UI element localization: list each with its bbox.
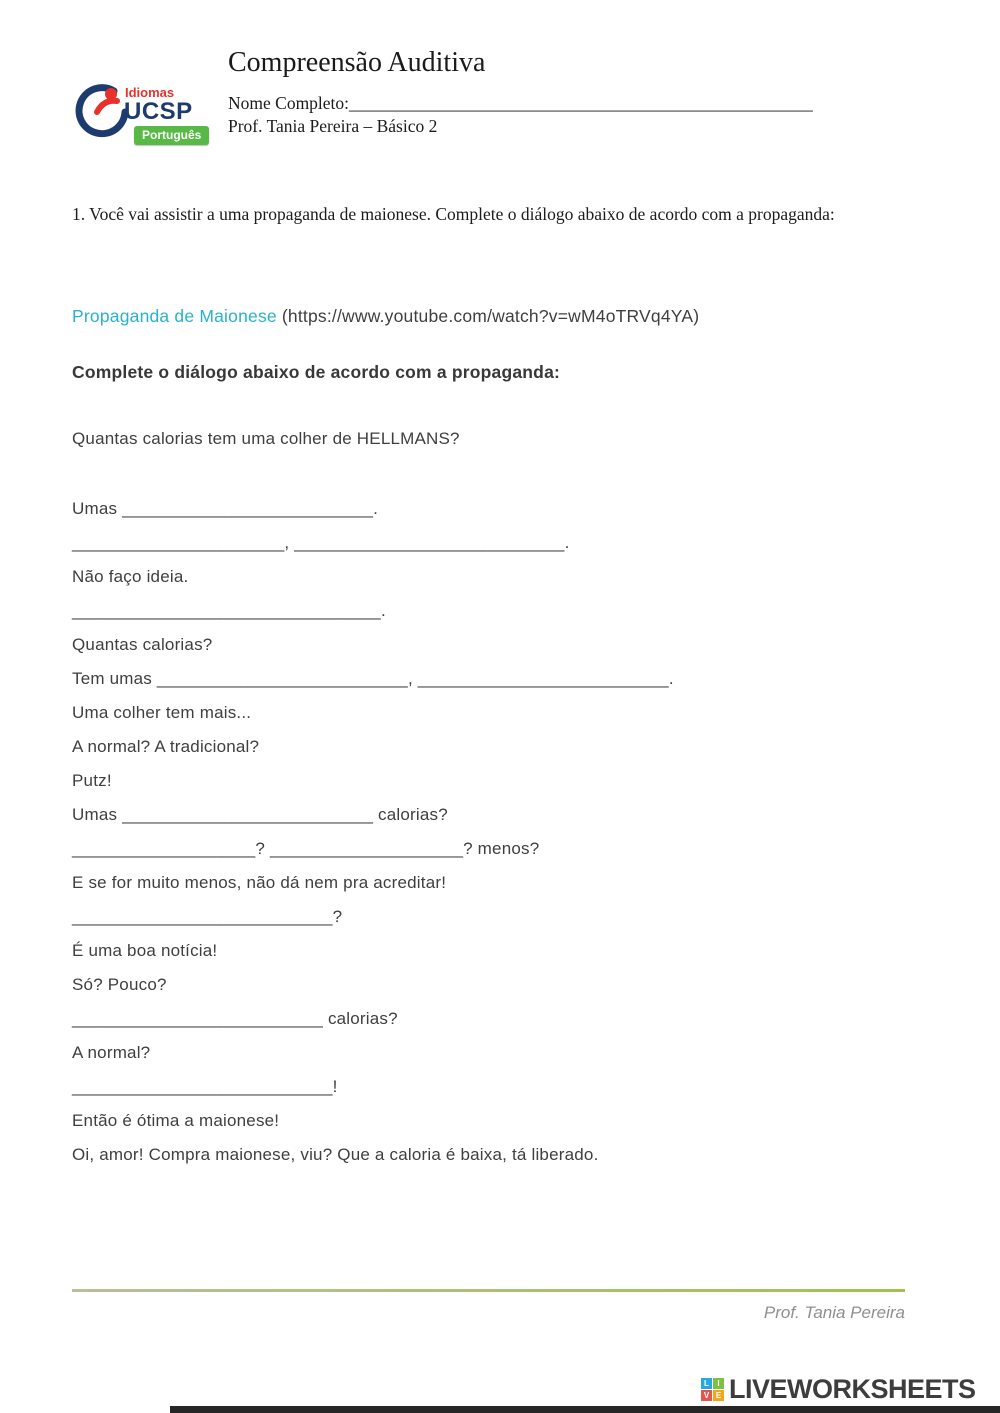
dialog-line: E se for muito menos, não dá nem pra acreditar! bbox=[72, 873, 447, 892]
dialog-line: É uma boa notícia! bbox=[72, 941, 218, 960]
dialog-line: ___________________? ____________________? menos? bbox=[72, 839, 540, 858]
dialog-line: __________________________ calorias? bbox=[72, 1009, 398, 1028]
brand-square-l: L bbox=[701, 1378, 712, 1389]
liveworksheets-wordmark: LIVEWORKSHEETS bbox=[729, 1374, 976, 1404]
dialog-line: Não faço ideia. bbox=[72, 567, 189, 586]
dialog-line: ___________________________? bbox=[72, 907, 343, 926]
footer-divider bbox=[72, 1289, 905, 1292]
student-name-blank: Nome Completo:_____________________________________________________ bbox=[228, 93, 813, 113]
dialog-line: Quantas calorias? bbox=[72, 635, 213, 654]
dialog-line: ______________________, ____________________________. bbox=[72, 533, 570, 552]
dialog-line: Umas __________________________. bbox=[72, 499, 379, 518]
teacher-signature: Prof. Tania Pereira bbox=[763, 1303, 905, 1322]
dialog-line: Então é ótima a maionese! bbox=[72, 1111, 280, 1130]
dialog-line: A normal? bbox=[72, 1043, 151, 1062]
dialog-line: Putz! bbox=[72, 771, 112, 790]
dialog-line: Umas __________________________ calorias? bbox=[72, 805, 448, 824]
teacher-course-line: Prof. Tania Pereira – Básico 2 bbox=[228, 116, 438, 136]
dialog-subheading: Complete o diálogo abaixo de acordo com a propaganda: bbox=[72, 362, 561, 382]
dialog-question: Quantas calorias tem uma colher de HELLMANS? bbox=[72, 429, 460, 448]
dialog-line: Tem umas __________________________, __________________________. bbox=[72, 669, 674, 688]
brand-square-e: E bbox=[713, 1390, 724, 1401]
dialog-line: Oi, amor! Compra maionese, viu? Que a caloria é baixa, tá liberado. bbox=[72, 1145, 599, 1164]
liveworksheets-logo[interactable] bbox=[701, 1374, 976, 1405]
logo-portugues-badge: Português bbox=[134, 126, 209, 145]
video-url-text: (https://www.youtube.com/watch?v=wM4oTRVq4YA) bbox=[281, 306, 700, 326]
video-link[interactable]: Propaganda de Maionese bbox=[72, 306, 277, 326]
brand-square-i: I bbox=[713, 1378, 724, 1389]
dialog-line: Só? Pouco? bbox=[72, 975, 167, 994]
dialog-line: Uma colher tem mais... bbox=[72, 703, 252, 722]
exercise-instruction: 1. Você vai assistir a uma propaganda de maionese. Complete o diálogo abaixo de acordo com a propaganda: bbox=[72, 204, 835, 224]
logo-ucsp-text: UCSP bbox=[124, 98, 193, 125]
dialog-line: A normal? A tradicional? bbox=[72, 737, 260, 756]
dialog-line: ___________________________! bbox=[72, 1077, 338, 1096]
dialog-line: ________________________________. bbox=[72, 601, 386, 620]
school-logo bbox=[74, 82, 224, 148]
document-title: Compreensão Auditiva bbox=[228, 47, 486, 78]
video-reference-line bbox=[72, 306, 699, 327]
logo-idiomas-text: Idiomas bbox=[125, 85, 175, 100]
liveworksheets-icon bbox=[701, 1378, 724, 1401]
dialog-block bbox=[72, 492, 912, 1172]
page-bottom-strip bbox=[170, 1406, 1000, 1413]
brand-square-v: V bbox=[701, 1390, 712, 1401]
